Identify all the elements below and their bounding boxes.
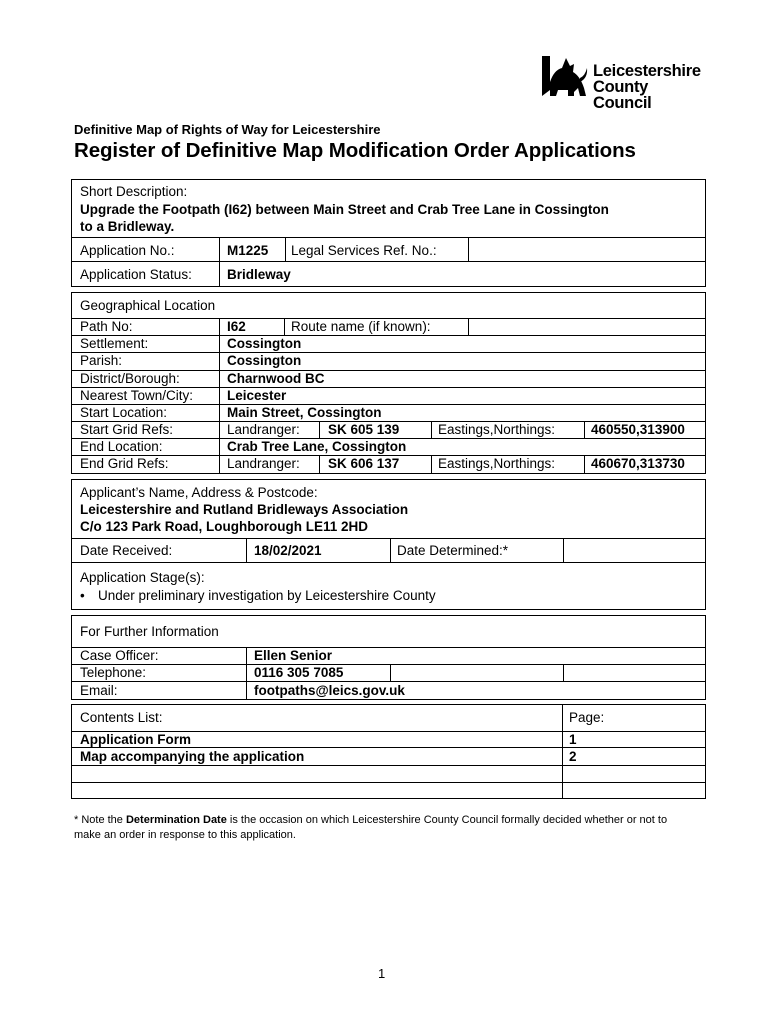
contents-item-name: Map accompanying the application [80,749,305,764]
telephone-value: 0116 305 7085 [254,665,344,680]
page-number: 1 [378,966,386,981]
divider [431,421,432,438]
case-officer-label: Case Officer: [80,648,159,663]
date-determined-label: Date Determined:* [397,543,509,558]
fox-emblem-icon [540,52,590,98]
end-grid-refs-label: End Grid Refs: [80,456,169,471]
divider [584,455,585,473]
document-title: Register of Definitive Map Modification Order Applications [74,139,636,162]
council-logo [540,52,710,112]
parish-label: Parish: [80,353,123,368]
page-heading: Page: [569,710,605,725]
path-no-label: Path No: [80,319,133,334]
divider [219,318,220,474]
route-name-label: Route name (if known): [291,319,431,334]
divider [72,237,705,238]
logo-line-1: Leicestershire [593,62,701,80]
divider [72,261,705,262]
end-location-value: Crab Tree Lane, Cossington [227,439,407,454]
divider [390,538,391,562]
further-info-heading: For Further Information [80,624,219,639]
district-value: Charnwood BC [227,371,325,386]
divider [319,455,320,473]
divider [431,455,432,473]
geographical-location-section [71,292,706,474]
application-status-label: Application Status: [80,267,192,282]
divider [72,562,705,563]
divider [284,318,285,335]
contents-section [71,704,706,799]
document-subtitle: Definitive Map of Rights of Way for Leicestershire [74,122,381,137]
start-landranger-value: SK 605 139 [328,422,400,437]
application-stage-item: Under preliminary investigation by Leicestershire County [98,588,436,603]
application-no-value: M1225 [227,243,269,258]
date-received-value: 18/02/2021 [254,543,322,558]
start-location-label: Start Location: [80,405,168,420]
settlement-value: Cossington [227,336,302,351]
nearest-town-value: Leicester [227,388,287,403]
logo-line-2: County Council [593,78,652,112]
application-stage-label: Application Stage(s): [80,570,205,585]
divider [246,647,247,700]
application-no-label: Application No.: [80,243,175,258]
divider [319,421,320,438]
start-grid-refs-label: Start Grid Refs: [80,422,174,437]
divider [563,538,564,562]
divider [562,705,563,799]
divider [72,664,705,665]
description-section [71,179,706,287]
divider [468,237,469,261]
start-eastings-label: Eastings,Northings: [438,422,556,437]
divider [72,538,705,539]
divider [584,421,585,438]
end-landranger-label: Landranger: [227,456,300,471]
note-prefix: * Note the [74,814,126,826]
divider [246,538,247,562]
geo-heading: Geographical Location [80,298,216,313]
path-no-value: I62 [227,319,246,334]
applicant-address: C/o 123 Park Road, Loughborough LE11 2HD [80,519,369,534]
divider [468,318,469,335]
settlement-label: Settlement: [80,336,149,351]
short-description-line-2: to a Bridleway. [80,219,175,234]
start-location-value: Main Street, Cossington [227,405,382,420]
divider [285,237,286,261]
email-label: Email: [80,683,118,698]
end-eastings-label: Eastings,Northings: [438,456,556,471]
divider [72,352,705,353]
applicant-name: Leicestershire and Rutland Bridleways Association [80,502,409,517]
divider [72,782,705,783]
case-officer-value: Ellen Senior [254,648,333,663]
end-eastings-value: 460670,313730 [591,456,685,471]
date-received-label: Date Received: [80,543,173,558]
contents-item-page: 1 [569,732,577,747]
email-value[interactable]: footpaths@leics.gov.uk [254,683,405,698]
determination-date-note [74,813,694,843]
further-information-section [71,615,706,700]
divider [72,335,705,336]
note-suffix: is the occasion on which Leicestershire County Council formally decided whether or not to make an order in response to this application. [74,814,668,841]
applicant-label: Applicant’s Name, Address & Postcode: [80,485,318,500]
nearest-town-label: Nearest Town/City: [80,388,194,403]
applicant-section [71,479,706,610]
contents-item-name: Application Form [80,732,191,747]
divider [72,647,705,648]
short-description-label: Short Description: [80,184,188,199]
logo-text [593,63,710,111]
contents-heading: Contents List: [80,710,163,725]
parish-value: Cossington [227,353,302,368]
legal-ref-label: Legal Services Ref. No.: [291,243,437,258]
divider [390,664,391,681]
short-description-line-1: Upgrade the Footpath (I62) between Main Street and Crab Tree Lane in Cossington [80,202,609,217]
divider [563,664,564,681]
application-status-value: Bridleway [227,267,291,282]
note-bold-term: Determination Date [125,814,227,826]
divider [72,765,705,766]
start-landranger-label: Landranger: [227,422,300,437]
start-eastings-value: 460550,313900 [591,422,685,437]
contents-item-page: 2 [569,749,577,764]
end-location-label: End Location: [80,439,163,454]
district-label: District/Borough: [80,371,180,386]
end-landranger-value: SK 606 137 [328,456,400,471]
stage-bullet-icon: • [80,588,85,603]
telephone-label: Telephone: [80,665,147,680]
